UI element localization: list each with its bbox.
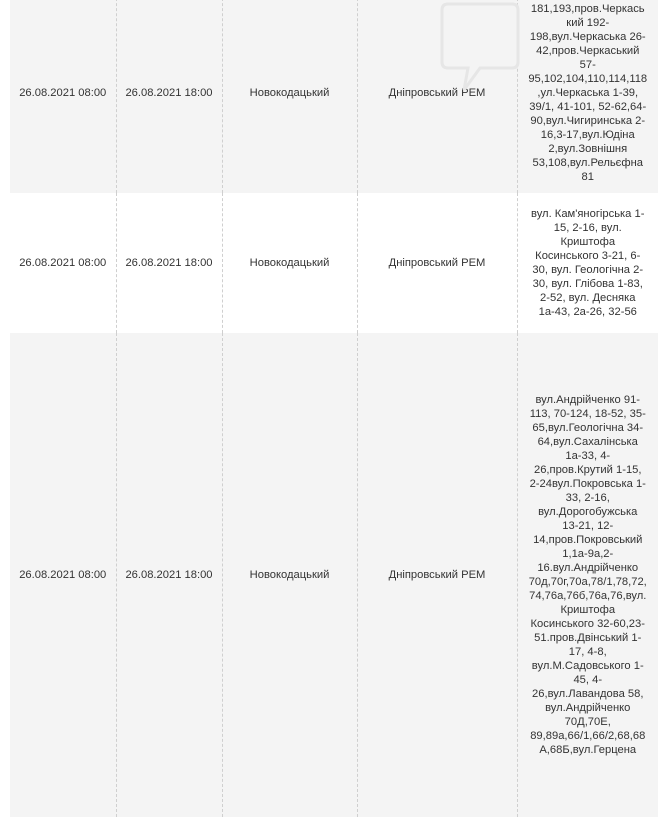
start-time-cell: 26.08.2021 08:00 [10, 333, 116, 817]
district-cell: Новокодацький [222, 193, 357, 333]
table-row [10, 0, 658, 193]
end-time-cell: 26.08.2021 18:00 [116, 193, 222, 333]
table-row [10, 193, 658, 333]
start-time-cell: 26.08.2021 08:00 [10, 0, 116, 193]
streets-cell [517, 333, 658, 817]
district-cell: Новокодацький [222, 0, 357, 193]
end-time-cell: 26.08.2021 18:00 [116, 333, 222, 817]
streets-cell [517, 193, 658, 333]
streets-text: 181,193,пров.Черкась кий 192- 198,вул.Черкаська 26- 42,пров.Черкаський 57- 95,102,104,110,114,118 ,ул.Черкаська 1-39, 39/1, 41-101, 52-62,64- 90,вул.Чигиринська 2- 16,3-17,вул.Юдіна 2,вул.Зовнішня 53,108,вул.Рельєфна 81 [528, 3, 648, 183]
table-row [10, 333, 658, 817]
outage-schedule-table [10, 0, 658, 817]
end-time-cell: 26.08.2021 18:00 [116, 0, 222, 193]
rem-cell: Дніпровський РЕМ [357, 0, 517, 193]
district-cell: Новокодацький [222, 333, 357, 817]
streets-text: вул. Кам'яногірська 1- 15, 2-16, вул. Криштофа Косинського 3-21, 6- 30, вул. Геологічна 2- 30, вул. Глібова 1-83, 2-52, вул. Десняка 1а-43, 2а-26, 32-56 [531, 208, 645, 318]
start-time-cell: 26.08.2021 08:00 [10, 193, 116, 333]
streets-text: вул.Андрійченко 91- 113, 70-124, 18-52, 35- 65,вул.Геологічна 34- 64,вул.Сахалінська 1а-33, 4- 26,пров.Крутий 1-15, 2-24вул.Покровська 1- 33, 2-16, вул.Дорогобужська 13-21, 12- 14,пров.Покровський 1,1а-9а,2- 16.вул.Андрійченко 70д,70г,70а,78/1,78,72, 74,76а,76б,76а,76,вул. Криштофа Косинського 32-60,23- 51.пров.Двінський 1- 17, 4-8, вул.М.Садовського 1- 45, 4- 26,вул.Лавандова 58, вул.Андрійченко 70Д,70Е, 89,89а,66/1,66/2,68,68 А,68Б,вул.Герцена [528, 394, 647, 756]
rem-cell: Дніпровський РЕМ [357, 193, 517, 333]
rem-cell: Дніпровський РЕМ [357, 333, 517, 817]
streets-cell [517, 0, 658, 193]
